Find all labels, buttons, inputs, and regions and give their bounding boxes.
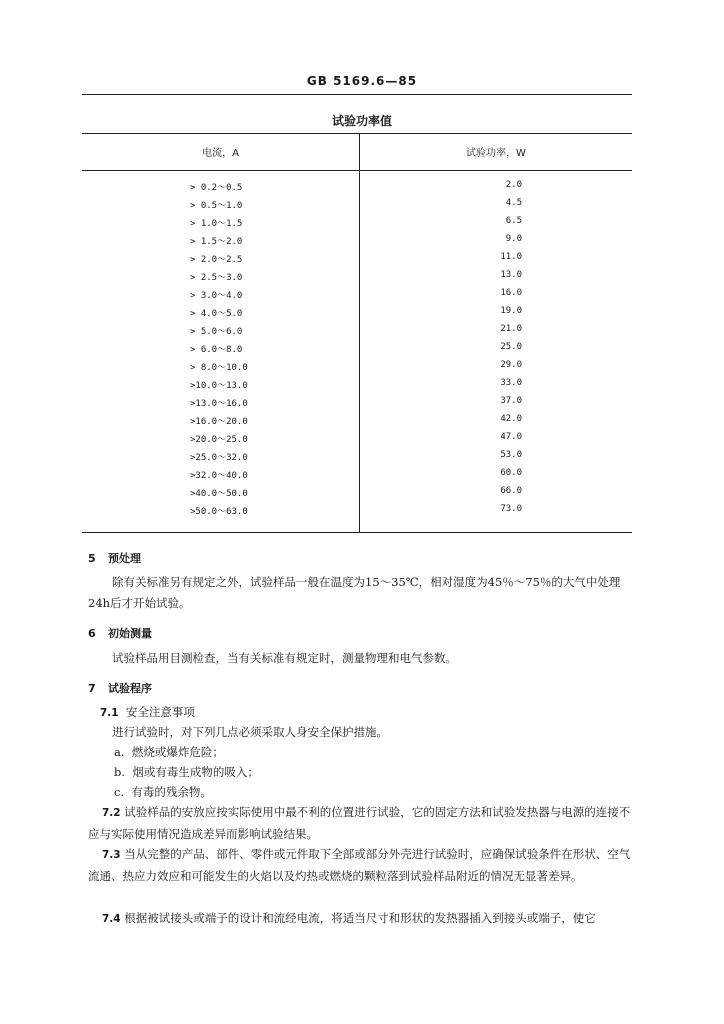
test-power-cell: 60.0	[500, 468, 522, 478]
current-range-cell: >40.0～50.0	[190, 489, 248, 499]
test-power-cell: 47.0	[500, 432, 522, 442]
section-5-title: 预处理	[108, 552, 141, 565]
test-power-cell: 53.0	[500, 450, 522, 460]
section-7-heading	[88, 680, 152, 696]
table-row	[82, 268, 632, 286]
current-range-cell: > 3.0～4.0	[190, 291, 243, 301]
table-row	[82, 358, 632, 376]
header-rule	[82, 94, 632, 95]
table-row	[82, 322, 632, 340]
table-top-rule	[82, 133, 632, 134]
test-power-cell: 33.0	[500, 378, 522, 388]
list-item-b	[114, 764, 259, 780]
table-row	[82, 484, 632, 502]
table-title: 试验功率值	[331, 114, 392, 128]
subsection-7-3-number: 7.3	[102, 849, 121, 861]
current-range-cell: > 2.0～2.5	[190, 255, 243, 265]
section-7-number: 7	[88, 682, 96, 695]
current-range-cell: >10.0～13.0	[190, 381, 248, 391]
list-item-b-label: b.	[114, 765, 126, 779]
current-range-cell: > 0.5～1.0	[190, 201, 243, 211]
table-row	[82, 394, 632, 412]
section-6-title: 初始测量	[108, 627, 152, 640]
table-row	[82, 214, 632, 232]
section-5-heading	[88, 550, 141, 566]
section-5-number: 5	[88, 552, 96, 565]
current-range-cell: > 1.5～2.0	[190, 237, 243, 247]
section-6-number: 6	[88, 627, 96, 640]
current-range-cell: > 6.0～8.0	[190, 345, 243, 355]
test-power-cell: 66.0	[500, 486, 522, 496]
current-range-cell: > 2.5～3.0	[190, 273, 243, 283]
test-power-cell: 13.0	[500, 270, 522, 280]
subsection-7-1-number: 7.1	[100, 707, 119, 719]
current-range-cell: > 1.0～1.5	[190, 219, 243, 229]
table-row	[82, 448, 632, 466]
test-power-cell: 25.0	[500, 342, 522, 352]
subsection-7-1-title: 安全注意事项	[125, 705, 195, 719]
test-power-cell: 2.0	[505, 180, 522, 190]
current-range-cell: > 0.2～0.5	[190, 183, 243, 193]
current-range-cell: >50.0～63.0	[190, 507, 248, 517]
table-row	[82, 304, 632, 322]
list-item-c-label: c.	[114, 785, 125, 799]
test-power-cell: 6.5	[505, 216, 522, 226]
section-6-heading	[88, 625, 152, 641]
current-range-cell: >16.0～20.0	[190, 417, 248, 427]
list-item-b-text: 烟或有毒生成物的吸入；	[132, 765, 259, 779]
test-power-cell: 73.0	[500, 504, 522, 514]
subsection-7-2-number: 7.2	[102, 807, 121, 819]
table-row	[82, 466, 632, 484]
test-power-cell: 37.0	[500, 396, 522, 406]
current-range-cell: >25.0～32.0	[190, 453, 248, 463]
test-power-cell: 42.0	[500, 414, 522, 424]
current-range-cell: >20.0～25.0	[190, 435, 248, 445]
table-row	[82, 178, 632, 196]
table-row	[82, 376, 632, 394]
subsection-7-4-text: 根据被试接头或端子的设计和流经电流，将适当尺寸和形状的发热器插入到接头或端子，使它	[124, 911, 596, 925]
table-row	[82, 250, 632, 268]
table-row	[82, 430, 632, 448]
list-item-c-text: 有毒的残余物。	[131, 785, 212, 799]
subsection-7-2-text: 试验样品的安放应按实际使用中最不利的位置进行试验，它的固定方法和试验发热器与电源的连接不应与实际使用情况造成差异而影响试验结果。	[88, 805, 631, 841]
test-power-cell: 19.0	[500, 306, 522, 316]
subsection-7-3-text: 当从完整的产品、部件、零件或元件取下全部或部分外壳进行试验时，应确保试验条件在形状、空气流通、热应力效应和可能发生的火焰以及灼热或燃烧的颗粒落到试验样品附近的情况无显著差异。	[88, 847, 631, 883]
current-range-cell: > 4.0～5.0	[190, 309, 243, 319]
table-row	[82, 502, 632, 520]
subsection-7-4-number: 7.4	[102, 913, 121, 925]
subsection-7-1	[100, 704, 195, 720]
list-item-c	[114, 784, 212, 800]
test-power-cell: 9.0	[505, 234, 522, 244]
subsection-7-2	[88, 802, 636, 845]
column-header-current: 电流，A	[202, 148, 239, 159]
section-5-text: 除有关标准另有规定之外，试验样品一般在温度为15～35℃，相对湿度为45％～75％的大气中处理24h后才开始试验。	[88, 575, 621, 610]
list-item-a-label: a.	[114, 745, 125, 759]
table-bottom-rule	[82, 532, 632, 533]
test-power-cell: 21.0	[500, 324, 522, 334]
current-range-cell: > 8.0～10.0	[190, 363, 248, 373]
table-row	[82, 232, 632, 250]
list-item-a	[114, 744, 224, 760]
table-row	[82, 286, 632, 304]
test-power-cell: 11.0	[500, 252, 522, 262]
table-row	[82, 412, 632, 430]
test-power-cell: 4.5	[505, 198, 522, 208]
list-item-a-text: 燃烧或爆炸危险；	[131, 745, 224, 759]
current-range-cell: > 5.0～6.0	[190, 327, 243, 337]
test-power-cell: 16.0	[500, 288, 522, 298]
section-6-text: 试验样品用目测检查，当有关标准有规定时，测量物理和电气参数。	[112, 651, 457, 665]
table-row	[82, 340, 632, 358]
subsection-7-4	[88, 908, 636, 930]
current-range-cell: >32.0～40.0	[190, 471, 248, 481]
doc-number-header: GB 5169.6—85	[306, 74, 418, 88]
test-power-cell: 29.0	[500, 360, 522, 370]
subsection-7-3	[88, 844, 636, 887]
current-range-cell: >13.0～16.0	[190, 399, 248, 409]
table-row	[82, 196, 632, 214]
table-header-rule	[82, 170, 632, 171]
column-header-power: 试验功率，W	[466, 148, 526, 159]
subsection-7-1-text: 进行试验时，对下列几点必须采取人身安全保护措施。	[112, 725, 388, 739]
table-body	[82, 178, 632, 520]
section-7-title: 试验程序	[108, 682, 152, 695]
